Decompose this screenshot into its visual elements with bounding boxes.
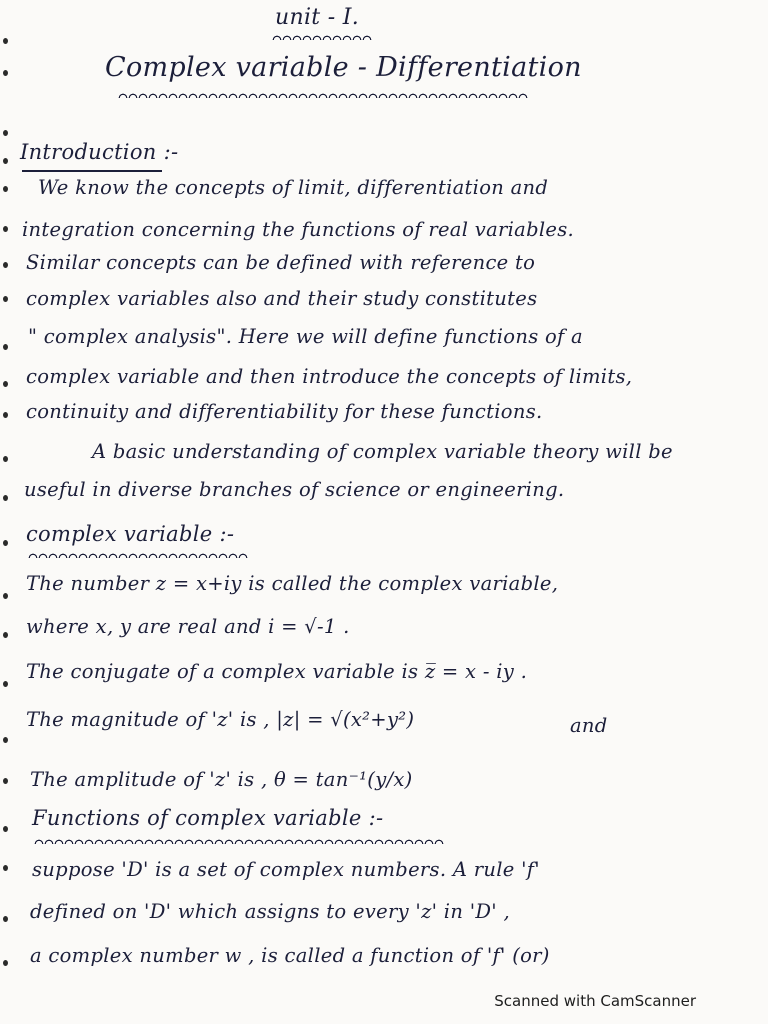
intro-line: Similar concepts can be defined with reference to — [26, 251, 536, 274]
intro-line: complex variables also and their study constitutes — [26, 287, 538, 310]
margin-mark — [3, 226, 8, 232]
complex-variable-heading-underline — [28, 552, 248, 558]
introduction-heading-underline — [22, 170, 162, 172]
cv-line-and: and — [570, 714, 608, 737]
cv-line: The amplitude of 'z' is , θ = tan⁻¹(y/x) — [30, 768, 413, 791]
margin-mark — [3, 412, 8, 418]
cv-line: The magnitude of 'z' is , |z| = √(x²+y²) — [26, 708, 415, 731]
unit-title: unit - I. — [275, 5, 360, 30]
margin-mark — [3, 70, 8, 76]
fcv-line: defined on 'D' which assigns to every 'z' in 'D' , — [30, 900, 510, 923]
margin-mark — [3, 262, 8, 268]
margin-mark — [3, 381, 8, 387]
margin-mark — [3, 38, 8, 44]
introduction-heading: Introduction :- — [20, 140, 179, 164]
intro-line: " complex analysis". Here we will define functions of a — [28, 325, 583, 348]
camscanner-footer: Scanned with CamScanner — [494, 992, 696, 1010]
margin-mark — [3, 540, 8, 546]
margin-mark — [3, 960, 8, 966]
main-title-underline — [118, 92, 528, 98]
cv-line: where x, y are real and i = √-1 . — [26, 615, 350, 638]
margin-mark — [3, 865, 8, 871]
margin-mark — [3, 344, 8, 350]
intro-line: integration concerning the functions of real variables. — [22, 218, 575, 241]
complex-variable-heading: complex variable :- — [26, 522, 235, 546]
margin-mark — [3, 158, 8, 164]
fcv-line: suppose 'D' is a set of complex numbers. A rule 'f' — [32, 858, 540, 881]
cv-line: The number z = x+iy is called the complex variable, — [26, 572, 559, 595]
margin-mark — [3, 593, 8, 599]
intro-line: A basic understanding of complex variable theory will be — [92, 440, 673, 463]
unit-title-underline — [272, 34, 372, 40]
intro-line: continuity and differentiability for these functions. — [26, 400, 543, 423]
margin-mark — [3, 632, 8, 638]
functions-heading: Functions of complex variable :- — [32, 806, 384, 830]
margin-mark — [3, 916, 8, 922]
margin-mark — [3, 495, 8, 501]
margin-mark — [3, 186, 8, 192]
margin-mark — [3, 737, 8, 743]
margin-mark — [3, 778, 8, 784]
margin-mark — [3, 681, 8, 687]
intro-line: complex variable and then introduce the concepts of limits, — [26, 365, 633, 388]
margin-mark — [3, 456, 8, 462]
fcv-line: a complex number w , is called a function of 'f' (or) — [30, 944, 550, 967]
intro-line: We know the concepts of limit, differentiation and — [38, 176, 549, 199]
margin-hole-marks — [0, 0, 14, 1024]
intro-line: useful in diverse branches of science or engineering. — [24, 478, 565, 501]
main-title: Complex variable - Differentiation — [105, 52, 582, 83]
margin-mark — [3, 130, 8, 136]
cv-line: The conjugate of a complex variable is z̅ = x - iy . — [26, 660, 528, 683]
functions-heading-underline — [34, 838, 444, 844]
margin-mark — [3, 826, 8, 832]
margin-mark — [3, 296, 8, 302]
